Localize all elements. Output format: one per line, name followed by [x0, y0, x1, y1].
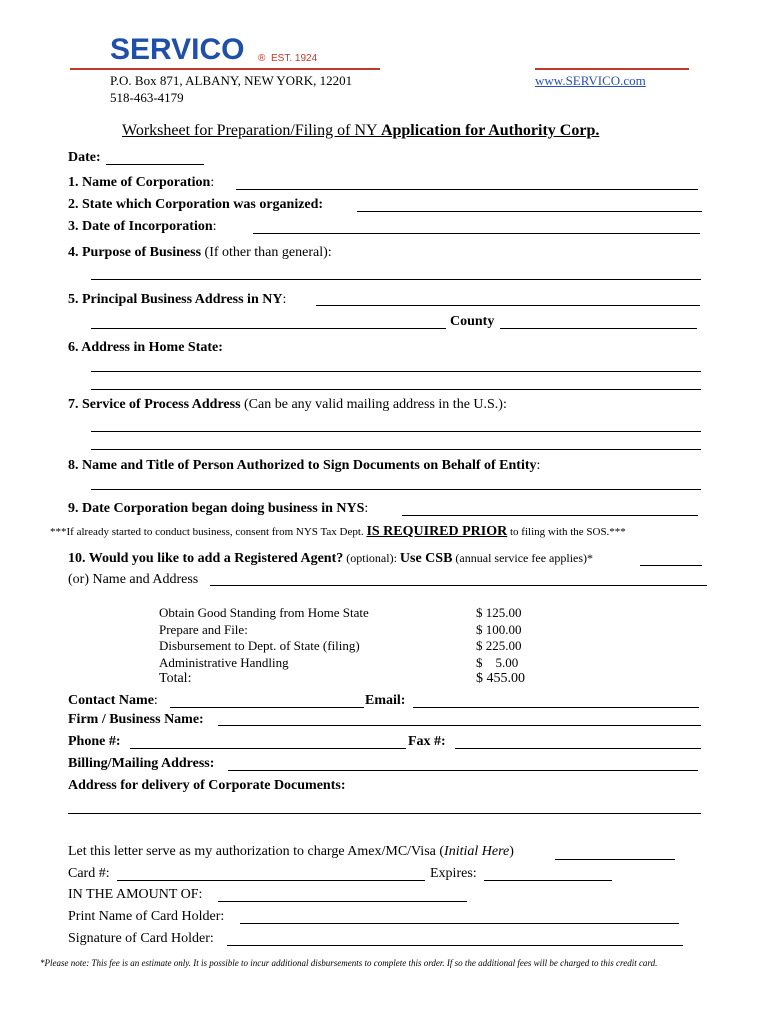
expires-field[interactable]	[484, 880, 612, 881]
amount-label: IN THE AMOUNT OF:	[68, 887, 203, 902]
card-label: Card #:	[68, 866, 110, 881]
q10-or-label: (or) Name and Address	[68, 572, 199, 587]
ny-address-field[interactable]	[316, 305, 700, 306]
business-start-date-field[interactable]	[402, 515, 698, 516]
fee-total-label: Total:	[159, 671, 192, 686]
q8-label: 8. Name and Title of Person Authorized to Sign Documents on Behalf of Entity:	[68, 458, 541, 473]
form-title-bold: Application for Authority Corp.	[380, 122, 600, 139]
email-field[interactable]	[413, 707, 699, 708]
footnote: *Please note: This fee is an estimate only. It is possible to incur additional disbursements to complete this order. If so the additional fees will be charged to this credit card.	[40, 958, 658, 968]
company-website-link[interactable]: www.SERVICO.com	[535, 73, 646, 88]
q7-label: 7. Service of Process Address (Can be any valid mailing address in the U.S.):	[68, 397, 507, 412]
process-address-line1[interactable]	[91, 431, 701, 432]
fee-labels	[159, 605, 369, 688]
header-rule-right	[535, 68, 689, 70]
date-label: Date:	[68, 150, 101, 165]
initial-field[interactable]	[555, 859, 675, 860]
company-phone: 518-463-4179	[110, 90, 184, 105]
process-address-line2[interactable]	[91, 449, 701, 450]
expires-label: Expires:	[430, 866, 477, 881]
company-address: P.O. Box 871, ALBANY, NEW YORK, 12201	[110, 73, 353, 88]
authorized-person-field[interactable]	[91, 489, 701, 490]
date-field[interactable]	[106, 164, 204, 165]
q2-label: 2. State which Corporation was organized:	[68, 197, 324, 212]
signature-field[interactable]	[227, 945, 683, 946]
billing-field[interactable]	[228, 770, 698, 771]
fee-label: Disbursement to Dept. of State (filing)	[159, 638, 360, 653]
ny-address-line2-field[interactable]	[91, 328, 446, 329]
delivery-label: Address for delivery of Corporate Documents:	[68, 778, 346, 793]
print-name-label: Print Name of Card Holder:	[68, 909, 225, 924]
q1-label: 1. Name of Corporation:	[68, 175, 215, 190]
header-rule-left	[70, 68, 380, 70]
registered-agent-csb-field[interactable]	[640, 565, 702, 566]
corporation-name-field[interactable]	[236, 189, 698, 190]
firm-label: Firm / Business Name:	[68, 712, 204, 727]
fee-label: Obtain Good Standing from Home State	[159, 605, 369, 620]
fee-label: Administrative Handling	[159, 654, 289, 670]
q5-label: 5. Principal Business Address in NY:	[68, 292, 287, 307]
delivery-field[interactable]	[68, 813, 701, 814]
county-label: County	[450, 314, 495, 329]
registered-mark: ®	[258, 53, 266, 64]
q9-note: ***If already started to conduct business, consent from NYS Tax Dept. IS REQUIRED PRIOR to filing with the SOS.***	[50, 524, 626, 539]
county-field[interactable]	[500, 328, 697, 329]
print-name-field[interactable]	[240, 923, 679, 924]
firm-field[interactable]	[218, 725, 701, 726]
form-title	[122, 122, 599, 140]
email-label: Email:	[365, 693, 406, 708]
contact-name-field[interactable]	[170, 707, 364, 708]
form-title-prefix: Worksheet for Preparation/Filing of NY	[122, 122, 381, 139]
phone-field[interactable]	[130, 748, 406, 749]
contact-name-label: Contact Name:	[68, 693, 158, 708]
billing-label: Billing/Mailing Address:	[68, 756, 215, 771]
registered-agent-address-field[interactable]	[210, 585, 707, 586]
q6-label: 6. Address in Home State:	[68, 340, 223, 355]
authorization-text: Let this letter serve as my authorization to charge Amex/MC/Visa (Initial Here)	[68, 844, 514, 859]
q9-label: 9. Date Corporation began doing business in NYS:	[68, 501, 369, 516]
fee-amount: $ 5.00	[476, 654, 519, 670]
fee-amount: $ 125.00	[476, 605, 522, 620]
fee-amount: $ 100.00	[476, 621, 522, 637]
home-state-address-line1[interactable]	[91, 371, 701, 372]
q4-label: 4. Purpose of Business (If other than general):	[68, 245, 332, 260]
q3-label: 3. Date of Incorporation:	[68, 219, 217, 234]
q10-label: 10. Would you like to add a Registered Agent? (optional): Use CSB (annual service fee applies)*	[68, 551, 594, 566]
home-state-address-line2[interactable]	[91, 389, 701, 390]
fee-amount: $ 225.00	[476, 638, 522, 653]
state-organized-field[interactable]	[357, 211, 702, 212]
fee-label: Prepare and File:	[159, 621, 248, 637]
fax-field[interactable]	[455, 748, 701, 749]
incorporation-date-field[interactable]	[253, 233, 700, 234]
phone-label: Phone #:	[68, 734, 121, 749]
fax-label: Fax #:	[408, 734, 446, 749]
fee-amounts	[476, 605, 525, 688]
card-number-field[interactable]	[117, 880, 425, 881]
business-purpose-field[interactable]	[91, 279, 701, 280]
amount-field[interactable]	[218, 901, 467, 902]
signature-label: Signature of Card Holder:	[68, 931, 214, 946]
company-logo: SERVICO	[110, 33, 245, 66]
established-label: EST. 1924	[271, 53, 318, 64]
fee-total-amount: $ 455.00	[476, 671, 525, 686]
